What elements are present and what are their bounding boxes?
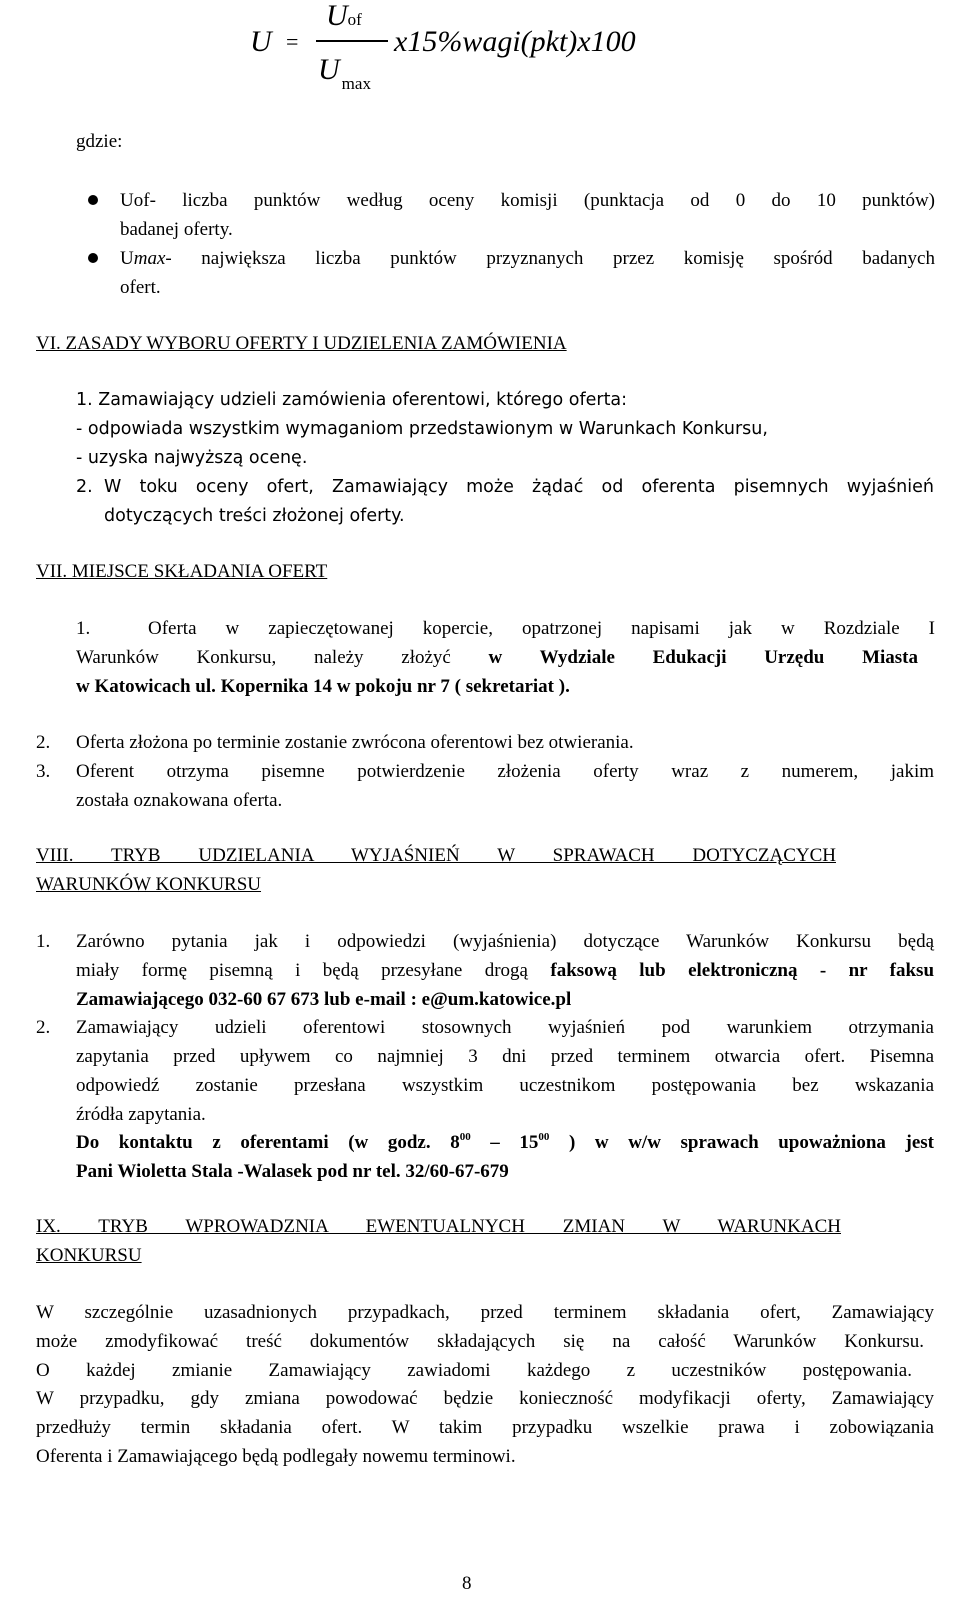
sec7-p2-text: Oferta złożona po terminie zostanie zwrócona oferentowi bez otwierania.: [76, 732, 634, 753]
formula-denominator: U $_{max}$: [318, 53, 371, 93]
sec8-p2-line4: źródła zapytania.: [76, 1104, 206, 1125]
bullet-umax-line1: Umax- największa liczba punktów przyznanych przez komisję spośród badanych: [120, 248, 935, 269]
sec7-p3-line1: Oferent otrzyma pisemne potwierdzenie złożenia oferty wraz z numerem, jakim: [76, 761, 934, 782]
bullet-umax-line2: ofert.: [120, 277, 161, 298]
sec7-p1-line3: w Katowicach ul. Kopernika 14 w pokoju nr 7 ( sekretariat ).: [76, 676, 570, 697]
sec8-contact-line2: Pani Wioletta Stala -Walasek pod nr tel. 32/60-67-679: [76, 1161, 509, 1182]
section-viii-title-line2: WARUNKÓW KONKURSU: [36, 874, 262, 895]
bullet-icon: [88, 253, 98, 263]
sec9-line6: Oferenta i Zamawiającego będą podlegały nowemu terminowi.: [36, 1446, 516, 1467]
sec8-p1-number: 1.: [36, 931, 51, 952]
fraction-bar: [316, 40, 388, 42]
sec7-p1-number: 1.: [76, 618, 91, 639]
sec8-p2-line1: Zamawiający udzieli oferentowi stosownych wyjaśnień pod warunkiem otrzymania: [76, 1017, 934, 1038]
sec9-line2: może zmodyfikować treść dokumentów składających się na całość Warunków Konkursu.: [36, 1331, 924, 1352]
formula-lhs: U: [250, 25, 272, 58]
sec8-contact-line1: Do kontaktu z oferentami (w godz. $8^{00} - 15^{00}$ ) w w/w sprawach upoważniona jest: [76, 1130, 934, 1153]
sec9-line1: W szczególnie uzasadnionych przypadkach, przed terminem składania ofert, Zamawiający: [36, 1302, 934, 1323]
sec6-p1-line1: 1. Zamawiający udzieli zamówienia oferentowi, którego oferta:: [76, 390, 628, 410]
section-viii-title-line1: VIII. TRYB UDZIELANIA WYJAŚNIEŃ W SPRAWACH DOTYCZĄCYCH: [36, 845, 836, 866]
sec6-p1-line2: - odpowiada wszystkim wymaganiom przedstawionym w Warunkach Konkursu,: [76, 419, 768, 439]
section-ix-title-line1: IX. TRYB WPROWADZNIA EWENTUALNYCH ZMIAN W WARUNKACH: [36, 1216, 841, 1237]
sec9-line3: O każdej zmianie Zamawiający zawiadomi każdego z uczestników postępowania.: [36, 1360, 912, 1381]
formula-equals: =: [286, 29, 299, 54]
bullet-icon: [88, 195, 98, 205]
sec7-p2-number: 2.: [36, 732, 51, 753]
section-ix-title-line2: KONKURSU: [36, 1245, 142, 1266]
page-number: 8: [462, 1573, 472, 1594]
sec8-p2-line3: odpowiedź zostanie przesłana wszystkim uczestnikom postępowania bez wskazania: [76, 1075, 934, 1096]
sec6-p2-number: 2.: [76, 477, 93, 497]
sec8-p2-number: 2.: [36, 1017, 51, 1038]
sec7-p1-line2: Warunków Konkursu, należy złożyć w Wydziale Edukacji Urzędu Miasta: [76, 647, 918, 668]
sec8-p2-line2: zapytania przed upływem co najmniej 3 dni przed terminem otwarcia ofert. Pisemna: [76, 1046, 934, 1067]
bullet-uof-line2: badanej oferty.: [120, 219, 233, 240]
formula-rhs: x15%wagi(pkt)x100: [394, 25, 636, 58]
section-vi-title: VI. ZASADY WYBORU OFERTY I UDZIELENIA ZAMÓWIENIA: [36, 333, 567, 354]
sec6-p2-line1: W toku oceny ofert, Zamawiający może żądać od oferenta pisemnych wyjaśnień: [104, 477, 934, 497]
sec8-p1-line2: miały formę pisemną i będą przesyłane drogą faksową lub elektroniczną - nr faksu: [76, 960, 935, 981]
sec8-p1-line1: Zarówno pytania jak i odpowiedzi (wyjaśnienia) dotyczące Warunków Konkursu będą: [76, 931, 934, 952]
sec7-p1-line1: Oferta w zapieczętowanej kopercie, opatrzonej napisami jak w Rozdziale I: [148, 618, 935, 639]
formula-numerator: Uof: [326, 0, 362, 32]
sec9-line5: przedłuży termin składania ofert. W takim przypadku wszelkie prawa i zobowiązania: [36, 1417, 934, 1438]
gdzie-label: gdzie:: [76, 131, 123, 152]
sec7-p3-line2: została oznakowana oferta.: [76, 790, 283, 811]
bullet-uof-line1: Uof- liczba punktów według oceny komisji (punktacja od 0 do 10 punktów): [120, 190, 935, 211]
sec6-p2-line2: dotyczących treści złożonej oferty.: [104, 506, 405, 526]
sec9-line4: W przypadku, gdy zmiana powodować będzie konieczność modyfikacji oferty, Zamawiający: [36, 1388, 934, 1409]
sec6-p1-line3: - uzyska najwyższą ocenę.: [76, 448, 308, 468]
sec8-p1-line3: Zamawiającego 032-60 67 673 lub e-mail : e@um.katowice.pl: [76, 989, 572, 1010]
sec7-p3-number: 3.: [36, 761, 51, 782]
section-vii-title: VII. MIEJSCE SKŁADANIA OFERT: [36, 561, 328, 582]
